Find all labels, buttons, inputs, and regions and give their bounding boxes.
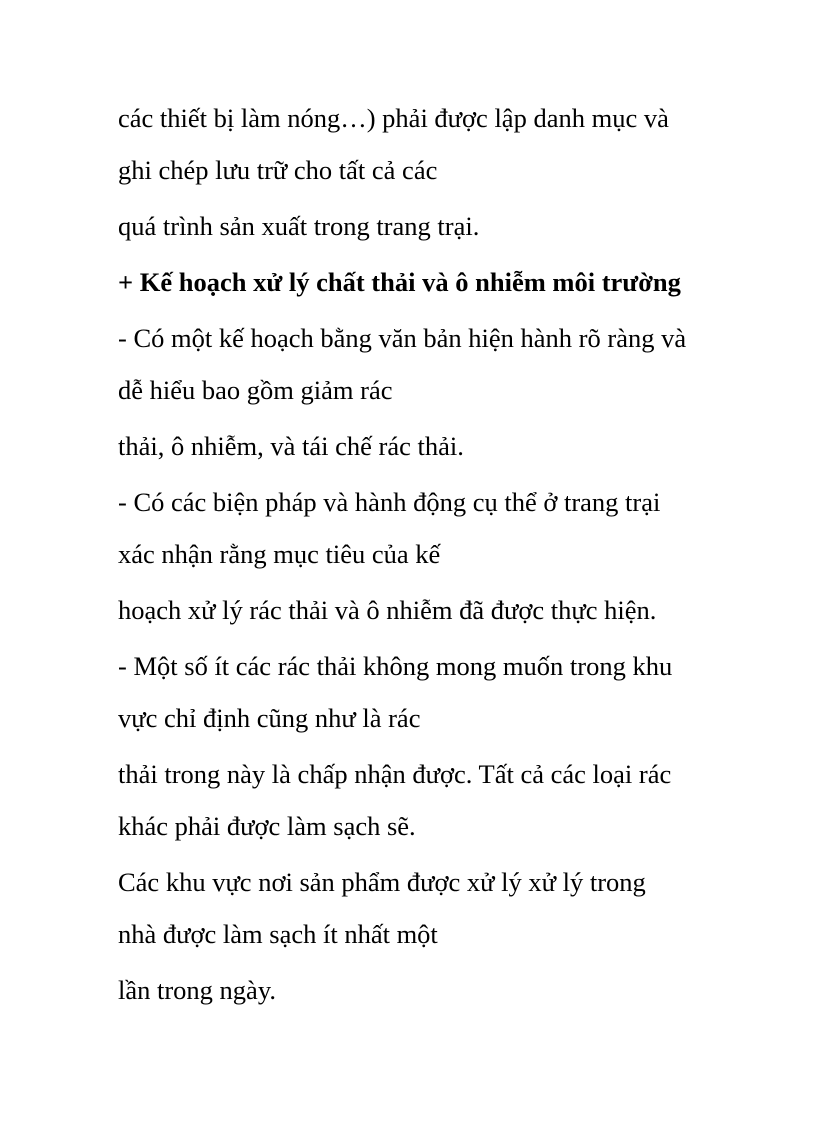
text-line: thải trong này là chấp nhận được. Tất cả các loại rác [118,759,672,789]
text-line: - Một số ít các rác thải không mong muốn trong khu [118,651,673,681]
text-line: khác phải được làm sạch sẽ. [118,811,416,841]
text-line: vực chỉ định cũng như là rác [118,703,421,733]
section-heading: + Kế hoạch xử lý chất thải và ô nhiễm môi trường [118,267,681,297]
text-line: xác nhận rằng mục tiêu của kế [118,539,441,569]
text-line: các thiết bị làm nóng…) phải được lập danh mục và [118,103,669,133]
text-line: nhà được làm sạch ít nhất một [118,919,438,949]
text-line: Các khu vực nơi sản phẩm được xử lý xử lý trong [118,867,646,897]
text-line: - Có một kế hoạch bằng văn bản hiện hành rõ ràng và [118,323,687,353]
text-line: - Có các biện pháp và hành động cụ thể ở trang trại [118,487,661,517]
text-line: lần trong ngày. [118,975,276,1005]
text-line: hoạch xử lý rác thải và ô nhiễm đã được thực hiện. [118,595,657,625]
text-line: quá trình sản xuất trong trang trại. [118,211,480,241]
text-line: ghi chép lưu trữ cho tất cả các [118,155,438,185]
text-line: dễ hiểu bao gồm giảm rác [118,375,393,405]
text-line: thải, ô nhiễm, và tái chế rác thải. [118,431,464,461]
